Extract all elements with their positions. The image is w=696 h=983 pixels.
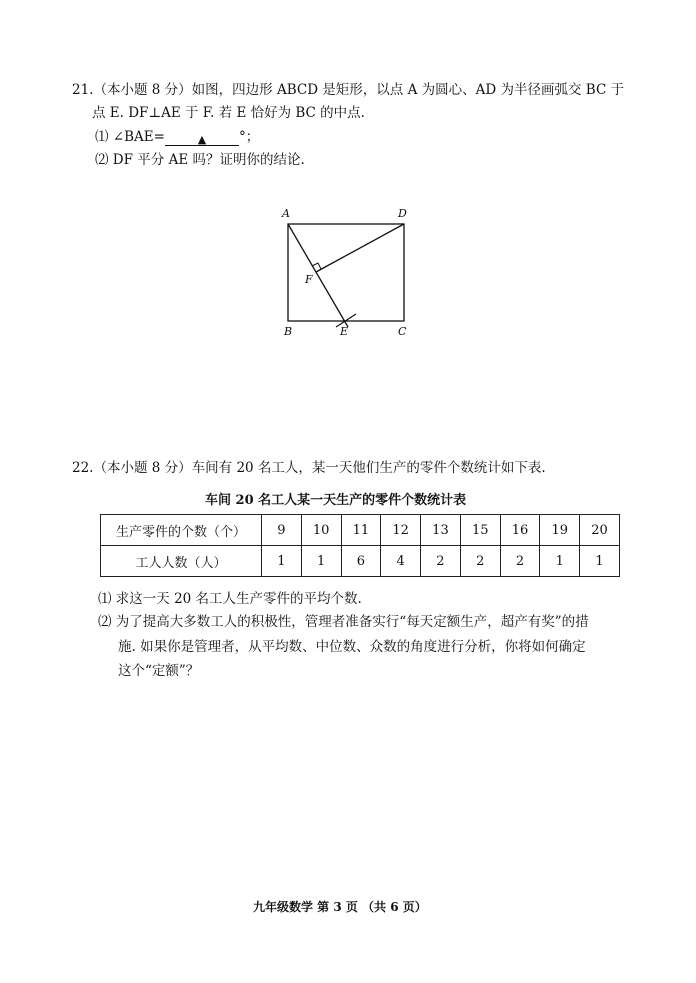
q22-sub2-line1: ⑵ 为了提高大多数工人的积极性，管理者准备实行“每天定额生产，超产有奖”的措 <box>98 614 589 630</box>
table-cell: 1 <box>262 546 302 577</box>
table-cell: 4 <box>381 546 421 577</box>
row1-header: 生产零件的个数（个） <box>101 515 262 546</box>
table-cell: 6 <box>341 546 381 577</box>
table-cell: 1 <box>540 546 580 577</box>
q22-number: 22. <box>72 460 94 476</box>
label-c: C <box>398 325 407 338</box>
table-cell: 16 <box>500 515 540 546</box>
q22-score: （本小题 8 分） <box>93 460 192 476</box>
table-cell: 15 <box>460 515 500 546</box>
table-row <box>101 546 620 577</box>
triangle-marker-icon: ▲ <box>197 133 207 146</box>
q22-sub2-line3: 这个“定额”？ <box>118 663 200 679</box>
rectangle-figure <box>270 200 430 345</box>
table-cell: 12 <box>381 515 421 546</box>
label-d: D <box>398 207 407 220</box>
q21-score: （本小题 8 分） <box>93 82 192 98</box>
label-f: F <box>305 273 313 286</box>
q21-sub1-prefix: ⑴ ∠BAE= <box>95 129 165 145</box>
table-cell: 19 <box>540 515 580 546</box>
q21-text-line1: 如图，四边形 ABCD 是矩形，以点 A 为圆心、AD 为半径画弧交 BC 于 <box>191 82 625 98</box>
table-cell: 13 <box>421 515 461 546</box>
table-cell: 10 <box>301 515 341 546</box>
table-cell: 2 <box>500 546 540 577</box>
table-cell: 1 <box>301 546 341 577</box>
table-cell: 11 <box>341 515 381 546</box>
table-cell: 9 <box>262 515 302 546</box>
q21-line1 <box>72 80 624 100</box>
table-title: 车间 20 名工人某一天生产的零件个数统计表 <box>205 493 467 508</box>
label-b: B <box>284 325 293 338</box>
q22-sub2-line2: 施. 如果你是管理者，从平均数、中位数、众数的角度进行分析，你将如何确定 <box>118 639 586 655</box>
segment-df <box>316 224 404 272</box>
label-e: E <box>340 325 349 338</box>
q22-sub1: ⑴ 求这一天 20 名工人生产零件的平均个数. <box>98 591 362 607</box>
q22-line1 <box>72 458 546 478</box>
table-cell: 20 <box>580 515 620 546</box>
q22-text-line1: 车间有 20 名工人，某一天他们生产的零件个数统计如下表. <box>191 460 546 476</box>
table-cell: 2 <box>460 546 500 577</box>
q21-number: 21. <box>72 82 94 98</box>
page-footer: 九年级数学 第 3 页 （共 6 页） <box>253 900 427 914</box>
label-a: A <box>282 207 290 220</box>
table-row <box>101 515 620 546</box>
table-cell: 2 <box>421 546 461 577</box>
row2-header: 工人人数（人） <box>101 546 262 577</box>
table-cell: 1 <box>580 546 620 577</box>
segment-ae <box>288 224 348 327</box>
q21-sub1-suffix: °； <box>238 129 260 145</box>
q21-sub2: ⑵ DF 平分 AE 吗？证明你的结论. <box>95 152 305 168</box>
stats-table <box>100 514 620 577</box>
q21-sub1 <box>95 127 259 147</box>
answer-blank[interactable] <box>165 129 239 146</box>
q21-line2: 点 E. DF⊥AE 于 F. 若 E 恰好为 BC 的中点. <box>92 105 365 121</box>
